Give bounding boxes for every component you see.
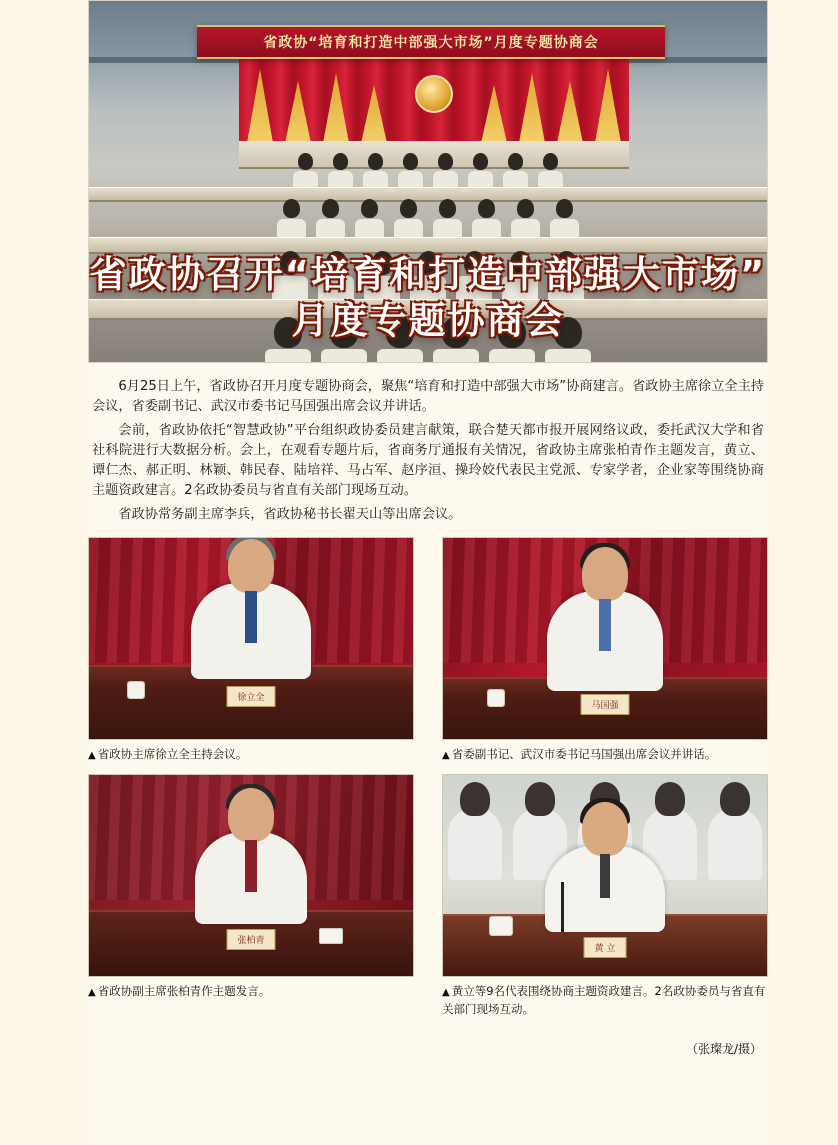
photo-caption-2 — [442, 746, 768, 764]
photo-caption-3-text: 省政协副主席张柏青作主题发言。 — [97, 984, 271, 998]
photo-cell-1 — [88, 537, 414, 764]
nameplate-label: 黄 立 — [584, 937, 627, 958]
photo-cell-3 — [88, 774, 414, 1018]
page-margin-left — [0, 0, 88, 1145]
photo-cell-2 — [442, 537, 768, 764]
photo-caption-1-text: 省政协主席徐立全主持会议。 — [97, 747, 248, 761]
photo-caption-1 — [88, 746, 414, 764]
caption-marker-icon: ▲ — [88, 750, 96, 761]
article-paragraph-3: 省政协常务副主席李兵，省政协秘书长翟天山等出席会议。 — [118, 507, 462, 522]
page-margin-right — [768, 0, 838, 1145]
caption-marker-icon: ▲ — [442, 987, 450, 998]
photo-credit: （张璨龙/摄） — [685, 1042, 762, 1056]
caption-marker-icon: ▲ — [442, 750, 450, 761]
nameplate-label: 徐立全 — [226, 686, 275, 707]
hero-banner-text: 省政协“培育和打造中部强大市场”月度专题协商会 — [197, 25, 665, 59]
photo-ma-guoqiang — [442, 537, 768, 740]
article-body — [88, 363, 768, 525]
photo-caption-3 — [88, 983, 414, 1001]
photo-cell-4 — [442, 774, 768, 1018]
photo-huang-li — [442, 774, 768, 977]
nameplate-label: 张柏青 — [226, 929, 275, 950]
hero-headline-line2: 月度专题协商会 — [291, 299, 565, 342]
article-paragraph-1: 6月25日上午，省政协召开月度专题协商会，聚焦“培育和打造中部强大市场”协商建言。省政协主席徐立全主持会议，省委副书记、武汉市委书记马国强出席会议并讲话。 — [92, 379, 764, 414]
photo-caption-4 — [442, 983, 768, 1018]
article-paragraph-2: 会前，省政协依托“智慧政协”平台组织政协委员建言献策，联合楚天都市报开展网络议政，委托武汉大学和省社科院进行大数据分析。会上，在观看专题片后，省商务厅通报有关情况，省政协主席张柏青作主题发言，黄立、谭仁杰、郝正明、林颖、韩民春、陆培祥、马占军、赵序洹、操玲姣代表民主党派、专家学者，企业家等围绕协商主题资政建言。2名政协委员与省直有关部门现场互动。 — [92, 423, 764, 498]
hero-headline-line1: 省政协召开“培育和打造中部强大市场” — [89, 253, 767, 296]
photo-zhang-boqing — [88, 774, 414, 977]
hero-stage-curtain — [239, 57, 629, 146]
hero-headline — [89, 252, 767, 344]
photo-xu-liquan — [88, 537, 414, 740]
photo-grid — [88, 537, 768, 1018]
nameplate-label: 马国强 — [580, 694, 629, 715]
caption-marker-icon: ▲ — [88, 987, 96, 998]
national-emblem-icon — [415, 75, 453, 113]
hero-photo — [88, 0, 768, 363]
page-content — [88, 0, 768, 1145]
photo-caption-4-text: 黄立等9名代表围绕协商主题资政建言。2名政协委员与省直有关部门现场互动。 — [442, 984, 766, 1016]
photo-caption-2-text: 省委副书记、武汉市委书记马国强出席会议并讲话。 — [451, 747, 717, 761]
